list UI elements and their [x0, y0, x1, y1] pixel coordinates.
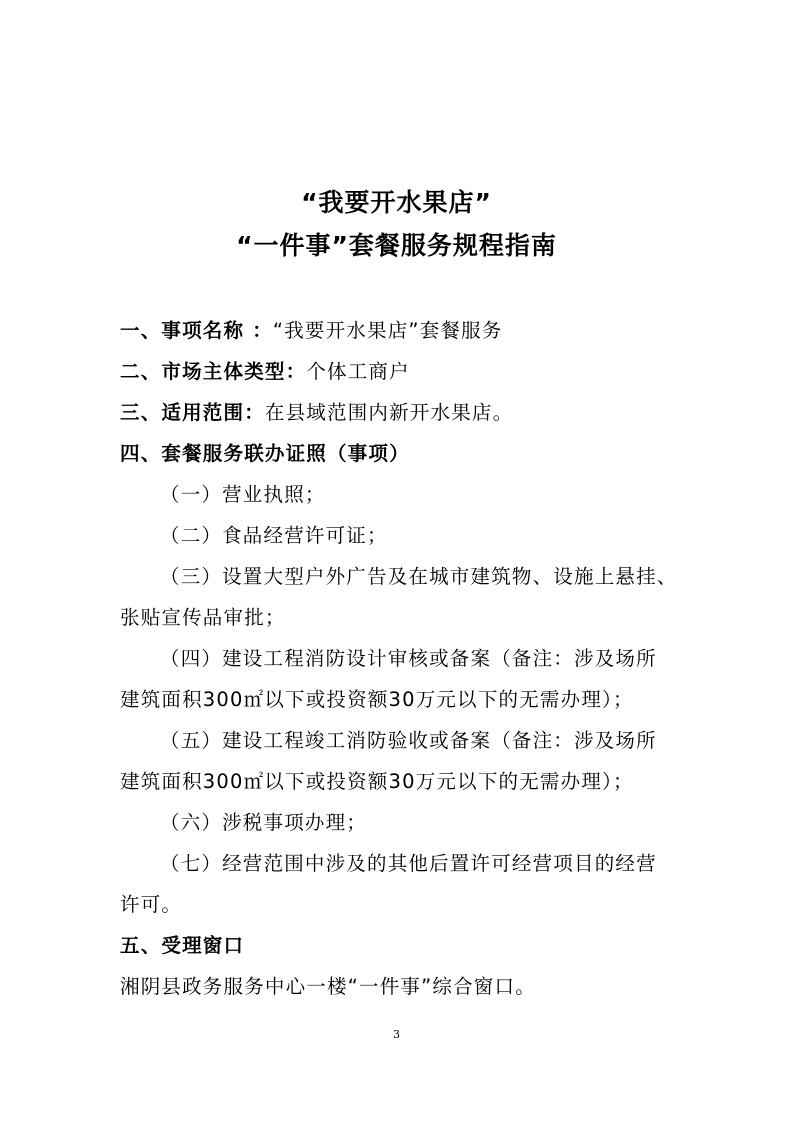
document-title-line-1: “我要开水果店” [301, 188, 492, 217]
list-item-continuation: 张贴宣传品审批； [120, 606, 286, 629]
section-label: 一、事项名称 ： [120, 319, 273, 342]
section-heading-service-window: 五、受理窗口 [120, 934, 245, 957]
section-label: 三、适用范围： [120, 401, 265, 424]
section-item-name [120, 310, 680, 351]
section-value: “我要开水果店”套餐服务 [272, 319, 503, 342]
list-item-continuation: 许可。 [120, 893, 183, 916]
section-value: 个体工商户 [306, 360, 410, 383]
list-item: （六）涉税事项办理； [160, 811, 368, 834]
section-scope [120, 392, 680, 433]
section-heading-joint-licenses: 四、套餐服务联办证照（事项） [120, 442, 410, 465]
list-item: （一）营业执照； [160, 483, 326, 506]
section-market-entity-type [120, 351, 680, 392]
page-number: 3 [393, 1028, 400, 1041]
section-value: 在县域范围内新开水果店。 [264, 401, 514, 424]
list-item: （三）设置大型户外广告及在城市建筑物、设施上悬挂、 [160, 565, 678, 588]
list-item-continuation: 建筑面积300㎡以下或投资额30万元以下的无需办理）； [120, 770, 634, 793]
list-item: （二）食品经营许可证； [160, 524, 388, 547]
list-item: （四）建设工程消防设计审核或备案（备注：涉及场所 [160, 647, 657, 670]
document-title-line-2: “一件事”套餐服务规程指南 [236, 231, 557, 260]
list-item: （五）建设工程竣工消防验收或备案（备注：涉及场所 [160, 729, 657, 752]
list-item-continuation: 建筑面积300㎡以下或投资额30万元以下的无需办理）； [120, 688, 634, 711]
section-label: 二、市场主体类型： [120, 360, 307, 383]
document-body [120, 310, 680, 1007]
section-value: 湘阴县政务服务中心一楼“一件事”综合窗口。 [120, 975, 536, 998]
list-item: （七）经营范围中涉及的其他后置许可经营项目的经营 [160, 852, 657, 875]
